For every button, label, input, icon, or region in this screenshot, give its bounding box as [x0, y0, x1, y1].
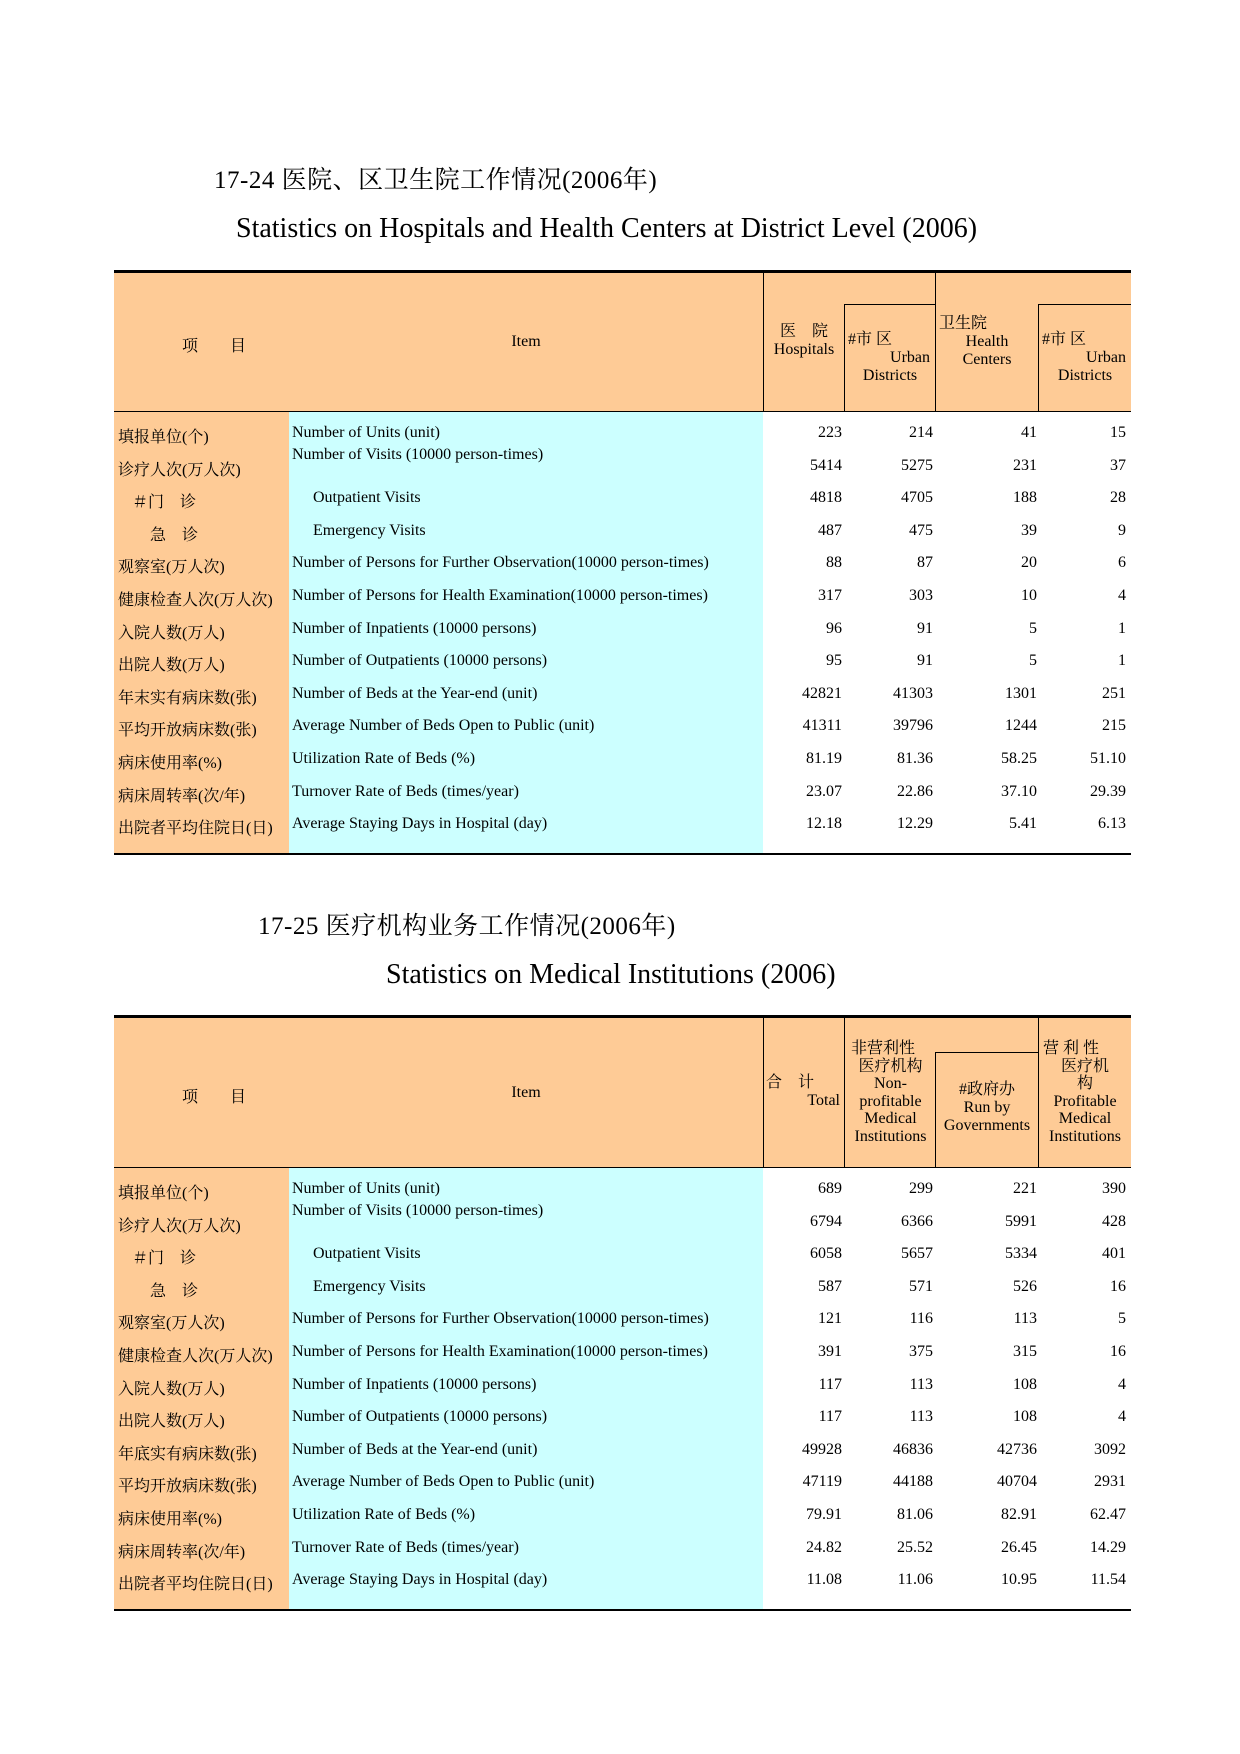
table1-title-en: Statistics on Hospitals and Health Centers at District Level (2006) — [236, 213, 978, 244]
row-label-en: Average Number of Beds Open to Public (unit) — [292, 717, 595, 735]
cell-value: 28 — [1110, 489, 1126, 507]
row-label-en: Number of Visits (10000 person-times) — [292, 1201, 544, 1219]
cell-value: 221 — [1013, 1180, 1037, 1197]
cell-value: 215 — [1102, 717, 1126, 735]
cell-value: 42821 — [802, 684, 842, 702]
table1-header-item-en: Item — [511, 333, 541, 350]
table2-header-item-en: Item — [511, 1084, 541, 1101]
table2-header-col2-en-a: Non- — [874, 1075, 907, 1092]
table1-header-col2-en-a: Urban — [890, 349, 930, 366]
table2-header-item-cn: 项 目 — [181, 1089, 246, 1106]
cell-value: 41303 — [893, 684, 933, 702]
row-label-cn: 病床周转率(次/年) — [118, 787, 246, 805]
table1-body — [114, 412, 1131, 853]
cell-value: 2931 — [1094, 1473, 1126, 1491]
table1-header — [114, 273, 1131, 412]
cell-value: 113 — [1013, 1310, 1037, 1328]
row-label-en: Number of Inpatients (10000 persons) — [292, 619, 537, 637]
row-label-cn: 入院人数(万人) — [118, 1380, 225, 1398]
cell-value: 571 — [909, 1277, 933, 1295]
table1-header-item-cn: 项 目 — [181, 338, 246, 355]
row-label-en: Average Staying Days in Hospital (day) — [292, 815, 548, 833]
cell-value: 5275 — [901, 456, 933, 474]
row-label-cn: ＃门 诊 — [132, 494, 197, 512]
row-label-en: Number of Outpatients (10000 persons) — [292, 1408, 548, 1426]
cell-value: 26.45 — [1001, 1538, 1037, 1556]
row-label-cn: 诊疗人次(万人次) — [118, 461, 241, 479]
table1-header-col2-en-b: Districts — [862, 367, 918, 384]
table1-header-col4-en-b: Districts — [1057, 367, 1113, 384]
cell-value: 299 — [909, 1180, 933, 1197]
cell-value: 11.08 — [806, 1571, 842, 1589]
cell-value: 390 — [1102, 1180, 1126, 1197]
table2-header — [114, 1018, 1131, 1168]
cell-value: 315 — [1013, 1343, 1037, 1360]
row-label-cn: 病床使用率(%) — [118, 1511, 222, 1528]
cell-value: 428 — [1102, 1212, 1126, 1230]
cell-value: 303 — [909, 587, 933, 604]
table1-header-hospitals — [764, 323, 844, 359]
cell-value: 47119 — [802, 1473, 842, 1491]
cell-value: 91 — [917, 652, 933, 670]
cell-value: 37 — [1110, 456, 1126, 474]
cell-value: 6058 — [810, 1245, 842, 1263]
table1-row — [114, 546, 1131, 579]
cell-value: 121 — [818, 1310, 842, 1328]
table1-title-cn: 17-24 医院、区卫生院工作情况(2006年) — [214, 167, 658, 194]
cell-value: 81.06 — [897, 1506, 933, 1523]
table1-header-col3-en-a: Health — [965, 333, 1009, 350]
cell-value: 41311 — [802, 717, 842, 735]
table2-header-col4-cn-b: 医疗机 — [1060, 1057, 1109, 1075]
row-label-en: Number of Visits (10000 person-times) — [292, 445, 544, 463]
table2-row — [114, 1335, 1131, 1368]
table1-row — [114, 416, 1131, 449]
cell-value: 5991 — [1005, 1212, 1037, 1230]
cell-value: 113 — [909, 1375, 933, 1393]
row-label-cn: 年末实有病床数(张) — [118, 689, 257, 707]
cell-value: 1 — [1118, 652, 1126, 670]
cell-value: 24.82 — [806, 1538, 842, 1556]
row-label-en: Number of Inpatients (10000 persons) — [292, 1375, 537, 1393]
cell-value: 58.25 — [1001, 750, 1037, 767]
cell-value: 5 — [1118, 1310, 1126, 1328]
row-label-en: Utilization Rate of Beds (%) — [292, 750, 476, 767]
table2-header-col1-en: Total — [807, 1092, 840, 1109]
cell-value: 95 — [826, 652, 842, 670]
table1-header-col1-cn: 医 院 — [779, 323, 828, 340]
row-label-cn: 出院者平均住院日(日) — [118, 1576, 273, 1594]
table1-row — [114, 612, 1131, 645]
cell-value: 49928 — [802, 1440, 842, 1458]
cell-value: 475 — [909, 521, 933, 539]
cell-value: 62.47 — [1090, 1506, 1126, 1523]
row-label-en: Number of Persons for Health Examination(10000 person-times) — [292, 1343, 708, 1360]
cell-value: 391 — [818, 1343, 842, 1360]
cell-value: 116 — [909, 1310, 933, 1328]
cell-value: 223 — [818, 424, 842, 441]
row-label-cn: ＃门 诊 — [132, 1250, 197, 1268]
cell-value: 37.10 — [1001, 782, 1037, 800]
table1-header-col4-cn: #市 区 — [1042, 331, 1087, 348]
cell-value: 25.52 — [897, 1538, 933, 1556]
cell-value: 5.41 — [1009, 815, 1037, 833]
row-label-en: Outpatient Visits — [313, 489, 421, 507]
cell-value: 9 — [1118, 521, 1126, 539]
table2-header-col2-en-d: Institutions — [854, 1127, 927, 1145]
row-label-en: Number of Persons for Further Observation(10000 person-times) — [292, 554, 709, 572]
table2-header-nonprofit — [845, 1040, 936, 1145]
row-label-en: Number of Units (unit) — [292, 1180, 440, 1197]
cell-value: 87 — [917, 554, 933, 572]
table1-row — [114, 677, 1131, 710]
cell-value: 88 — [826, 554, 842, 572]
row-label-en: Number of Beds at the Year-end (unit) — [292, 1440, 538, 1458]
table2-row — [114, 1270, 1131, 1303]
cell-value: 96 — [826, 619, 842, 637]
cell-value: 39796 — [893, 717, 933, 735]
table1-row — [114, 579, 1131, 612]
cell-value: 1301 — [1005, 684, 1037, 702]
table2-header-col3-en-a: Run by — [963, 1099, 1011, 1116]
table1-row — [114, 709, 1131, 742]
cell-value: 1 — [1118, 619, 1126, 637]
cell-value: 16 — [1110, 1343, 1126, 1360]
table1-header-urban-2 — [1040, 331, 1130, 385]
table1-row — [114, 481, 1131, 514]
table2-title-en: Statistics on Medical Institutions (2006) — [386, 959, 836, 990]
row-label-cn: 入院人数(万人) — [118, 624, 225, 642]
row-label-cn: 观察室(万人次) — [118, 1315, 225, 1333]
table2-header-total — [766, 1074, 844, 1110]
cell-value: 6 — [1118, 554, 1126, 572]
cell-value: 587 — [818, 1277, 842, 1295]
table2-row — [114, 1368, 1131, 1401]
cell-value: 14.29 — [1090, 1538, 1126, 1556]
row-label-cn: 平均开放病床数(张) — [118, 722, 257, 740]
row-label-cn: 填报单位(个) — [118, 429, 209, 446]
cell-value: 188 — [1013, 489, 1037, 507]
cell-value: 79.91 — [806, 1506, 842, 1523]
table2-row — [114, 1172, 1131, 1205]
cell-value: 29.39 — [1090, 782, 1126, 800]
table1-header-col3-en-b: Centers — [962, 351, 1012, 368]
row-label-en: Turnover Rate of Beds (times/year) — [292, 782, 519, 800]
row-label-en: Emergency Visits — [313, 1277, 426, 1295]
cell-value: 6794 — [810, 1212, 842, 1230]
cell-value: 4818 — [810, 489, 842, 507]
row-label-en: Number of Beds at the Year-end (unit) — [292, 684, 538, 702]
row-label-cn: 出院者平均住院日(日) — [118, 820, 273, 838]
table2-row — [114, 1201, 1131, 1238]
cell-value: 317 — [818, 587, 842, 604]
row-label-cn: 填报单位(个) — [118, 1185, 209, 1202]
cell-value: 51.10 — [1090, 750, 1126, 767]
cell-value: 91 — [917, 619, 933, 637]
table2-header-col1-cn: 合 计 — [766, 1074, 815, 1091]
cell-value: 4 — [1118, 587, 1126, 604]
table2-header-government — [936, 1081, 1038, 1135]
table2-row — [114, 1302, 1131, 1335]
row-label-cn: 健康检查人次(万人次) — [118, 592, 273, 609]
cell-value: 10.95 — [1001, 1571, 1037, 1589]
cell-value: 41 — [1021, 424, 1037, 441]
row-label-en: Emergency Visits — [313, 521, 426, 539]
cell-value: 4 — [1118, 1408, 1126, 1426]
cell-value: 689 — [818, 1180, 842, 1197]
cell-value: 42736 — [997, 1440, 1037, 1458]
cell-value: 81.19 — [806, 750, 842, 767]
cell-value: 231 — [1013, 456, 1037, 474]
table1-row — [114, 644, 1131, 677]
table1-header-health-centers — [937, 315, 1037, 369]
cell-value: 214 — [909, 424, 933, 441]
table2-row — [114, 1531, 1131, 1564]
cell-value: 113 — [909, 1408, 933, 1426]
cell-value: 526 — [1013, 1277, 1037, 1295]
cell-value: 10 — [1021, 587, 1037, 604]
table2-header-col4-en-b: Medical — [1058, 1110, 1112, 1127]
table1-row — [114, 445, 1131, 482]
cell-value: 81.36 — [897, 750, 933, 767]
cell-value: 11.06 — [897, 1571, 933, 1589]
table2-header-col4-cn-a: 营 利 性 — [1043, 1040, 1100, 1057]
cell-value: 4 — [1118, 1375, 1126, 1393]
cell-value: 6366 — [901, 1212, 933, 1230]
cell-value: 117 — [818, 1375, 842, 1393]
table1-header-col3-cn: 卫生院 — [939, 315, 988, 332]
table1-header-col2-cn: #市 区 — [848, 331, 893, 348]
row-label-cn: 出院人数(万人) — [118, 1413, 225, 1431]
cell-value: 20 — [1021, 554, 1037, 572]
row-label-cn: 出院人数(万人) — [118, 657, 225, 675]
table2-row — [114, 1563, 1131, 1596]
cell-value: 1244 — [1005, 717, 1037, 735]
table1-row — [114, 775, 1131, 808]
table1-header-urban-1 — [846, 331, 934, 385]
table1-row — [114, 742, 1131, 775]
cell-value: 22.86 — [897, 782, 933, 800]
cell-value: 82.91 — [1001, 1506, 1037, 1523]
row-label-en: Number of Outpatients (10000 persons) — [292, 652, 548, 670]
row-label-cn: 平均开放病床数(张) — [118, 1478, 257, 1496]
row-label-en: Average Number of Beds Open to Public (unit) — [292, 1473, 595, 1491]
table2-row — [114, 1465, 1131, 1498]
cell-value: 6.13 — [1098, 815, 1126, 833]
table1-header-col4-en-a: Urban — [1086, 349, 1126, 366]
row-label-en: Number of Persons for Further Observation(10000 person-times) — [292, 1310, 709, 1328]
cell-value: 15 — [1110, 424, 1126, 441]
table2-header-col2-en-b: profitable — [859, 1092, 922, 1110]
table2-header-col3-en-b: Governments — [943, 1117, 1031, 1134]
table2-header-col4-en-a: Profitable — [1053, 1092, 1117, 1110]
table1-header-col1-en: Hospitals — [773, 341, 835, 358]
cell-value: 11.54 — [1090, 1571, 1126, 1589]
table1 — [114, 270, 1131, 855]
row-label-cn: 健康检查人次(万人次) — [118, 1348, 273, 1365]
table2-row — [114, 1498, 1131, 1531]
cell-value: 117 — [818, 1408, 842, 1426]
row-label-en: Number of Persons for Health Examination(10000 person-times) — [292, 587, 708, 604]
cell-value: 5334 — [1005, 1245, 1037, 1263]
cell-value: 487 — [818, 521, 842, 539]
cell-value: 16 — [1110, 1277, 1126, 1295]
table2-header-col4-cn-c: 构 — [1076, 1075, 1093, 1092]
cell-value: 39 — [1021, 521, 1037, 539]
table2-header-col3-cn: #政府办 — [958, 1081, 1015, 1098]
row-label-en: Utilization Rate of Beds (%) — [292, 1506, 476, 1523]
table2-header-col2-cn-a: 非营利性 — [851, 1040, 916, 1057]
cell-value: 44188 — [893, 1473, 933, 1491]
table1-row — [114, 807, 1131, 840]
cell-value: 3092 — [1094, 1440, 1126, 1458]
table2-header-col4-en-c: Institutions — [1048, 1127, 1121, 1145]
table2-header-profitable — [1039, 1040, 1131, 1145]
cell-value: 5414 — [810, 456, 842, 474]
cell-value: 5 — [1029, 619, 1037, 637]
cell-value: 12.18 — [806, 815, 842, 833]
row-label-en: Number of Units (unit) — [292, 424, 440, 441]
row-label-cn: 病床使用率(%) — [118, 755, 222, 772]
row-label-cn: 急 诊 — [150, 1282, 199, 1300]
cell-value: 46836 — [893, 1440, 933, 1458]
row-label-cn: 年底实有病床数(张) — [118, 1445, 257, 1463]
table2-row — [114, 1237, 1131, 1270]
table2-title-cn: 17-25 医疗机构业务工作情况(2006年) — [258, 913, 676, 940]
row-label-cn: 诊疗人次(万人次) — [118, 1217, 241, 1235]
cell-value: 251 — [1102, 684, 1126, 702]
table2-header-col2-cn-b: 医疗机构 — [858, 1057, 923, 1075]
cell-value: 375 — [909, 1343, 933, 1360]
cell-value: 12.29 — [897, 815, 933, 833]
row-label-en: Turnover Rate of Beds (times/year) — [292, 1538, 519, 1556]
row-label-cn: 病床周转率(次/年) — [118, 1543, 246, 1561]
row-label-en: Outpatient Visits — [313, 1245, 421, 1263]
row-label-en: Average Staying Days in Hospital (day) — [292, 1571, 548, 1589]
row-label-cn: 急 诊 — [150, 526, 199, 544]
cell-value: 108 — [1013, 1375, 1037, 1393]
row-label-cn: 观察室(万人次) — [118, 559, 225, 577]
table2-body — [114, 1168, 1131, 1609]
table2-row — [114, 1400, 1131, 1433]
cell-value: 5 — [1029, 652, 1037, 670]
table2 — [114, 1015, 1131, 1611]
table2-header-col2-en-c: Medical — [864, 1110, 917, 1127]
cell-value: 40704 — [997, 1473, 1037, 1491]
cell-value: 23.07 — [806, 782, 842, 800]
table1-row — [114, 514, 1131, 547]
table2-row — [114, 1433, 1131, 1466]
cell-value: 4705 — [901, 489, 933, 507]
cell-value: 401 — [1102, 1245, 1126, 1263]
cell-value: 108 — [1013, 1408, 1037, 1426]
cell-value: 5657 — [901, 1245, 933, 1263]
